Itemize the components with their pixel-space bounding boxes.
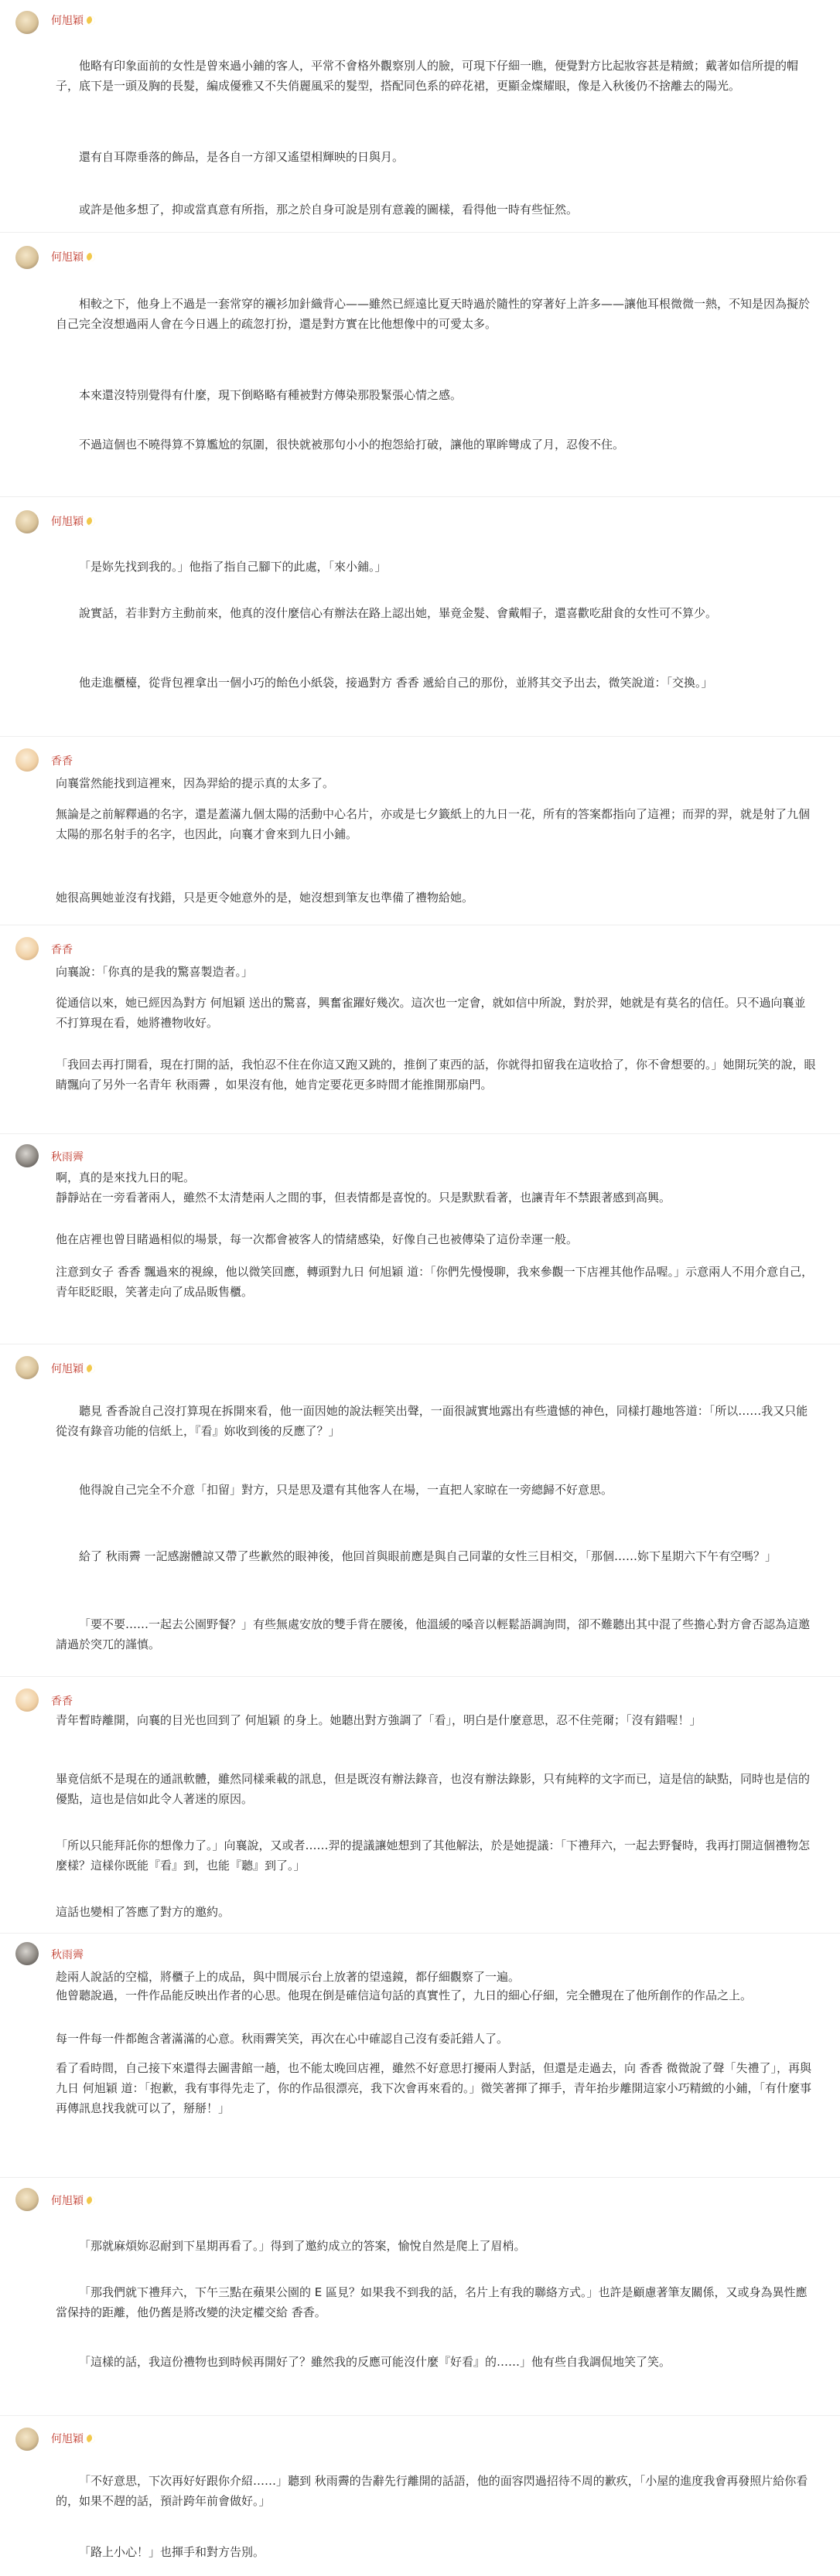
- avatar[interactable]: [15, 1144, 39, 1167]
- post-paragraph: 聽見 香香說自己沒打算現在拆開來看，他一面因她的說法輕笑出聲，一面很誠實地露出有些遺憾的神色，同樣打趣地答道：「所以……我又只能從沒有錄音功能的信紙上，『看』妳收到後的反應了？」: [56, 1404, 808, 1438]
- post-paragraph: 「這樣的話，我這份禮物也到時候再開好了？雖然我的反應可能沒什麼『好看』的……」他有些自我調侃地笑了笑。: [79, 2355, 671, 2369]
- avatar[interactable]: [15, 1942, 39, 1965]
- divider: [0, 232, 840, 233]
- avatar[interactable]: [15, 11, 39, 34]
- moon-icon: [87, 253, 95, 261]
- post-paragraph: 青年暫時離開，向襄的目光也回到了 何旭穎 的身上。她聽出對方強調了「看」，明白是什麼意思，忍不住莞爾；「沒有錯喔！」: [56, 1713, 702, 1727]
- post-paragraph: 「我回去再打開看，現在打開的話，我怕忍不住在你這又跑又跳的，推倒了東西的話，你就得扣留我在這收拾了，你不會想要的。」她開玩笑的說，眼睛飄向了另外一名青年 秋雨霽 ，如果沒有他，她肯定要花更多時間才能推開那扇門。: [56, 1058, 816, 1092]
- avatar[interactable]: [15, 2428, 39, 2451]
- post-paragraph: 還有自耳際垂落的飾品，是各自一方卻又遙望相輝映的日與月。: [79, 150, 405, 164]
- avatar[interactable]: [15, 510, 39, 533]
- post-paragraph: 向襄說：「你真的是我的驚喜製造者。」: [56, 965, 254, 979]
- post-paragraph: 畢竟信紙不是現在的通訊軟體，雖然同樣乘載的訊息，但是既沒有辦法錄音，也沒有辦法錄影，只有純粹的文字而已，這是信的缺點，同時也是信的優點，這也是信如此令人著迷的原因。: [56, 1772, 811, 1806]
- post-paragraph: 他曾聽說過，一件作品能反映出作者的心思。他現在倒是確信這句話的真實性了，九日的細心仔細，完全體現在了他所創作的作品之上。: [56, 1988, 753, 2002]
- avatar[interactable]: [15, 1688, 39, 1712]
- post-paragraph: 「是妳先找到我的。」他指了指自己腳下的此處，「來小鋪。」: [79, 560, 387, 574]
- divider: [0, 1676, 840, 1677]
- moon-icon: [87, 16, 95, 25]
- author-name[interactable]: 何旭穎: [51, 249, 95, 264]
- moon-icon: [87, 517, 95, 526]
- post-paragraph: 「要不要……一起去公園野餐？」有些無處安放的雙手背在腰後，他溫緩的嗓音以輕鬆語調詢問，卻不難聽出其中混了些擔心對方會否認為這邀請過於突兀的謹慎。: [56, 1617, 811, 1651]
- post-paragraph: 向襄當然能找到這裡來，因為羿給的提示真的太多了。: [56, 776, 335, 790]
- author-name[interactable]: 何旭穎: [51, 1361, 95, 1376]
- post-paragraph: 本來還沒特別覺得有什麼，現下倒略略有種被對方傳染那股緊張心情之感。: [79, 388, 463, 402]
- author-name[interactable]: 香香: [51, 755, 73, 768]
- post-paragraph: 從通信以來，她已經因為對方 何旭穎 送出的驚喜，興奮雀躍好幾次。這次也一定會，就如信中所說，對於羿，她就是有莫名的信任。只不過向襄並不打算現在看，她將禮物收好。: [56, 996, 806, 1030]
- post-paragraph: 說實話，若非對方主動前來，他真的沒什麼信心有辦法在路上認出她，畢竟金髮、會戴帽子，還喜歡吃甜食的女性可不算少。: [79, 606, 718, 620]
- post-paragraph: 看了看時間，自己接下來還得去圖書館一趟，也不能太晚回店裡，雖然不好意思打擾兩人對話，但還是走過去，向 香香 微微說了聲「失禮了」，再與九日 何旭穎 道：「抱歉，我有事得先走了，你的作品很漂亮，我下次會再來看的。」微笑著揮了揮手，青年抬步離開這家小巧精緻的小鋪，「有什麼事再傳訊息找我就可以了，掰掰！」: [56, 2061, 812, 2115]
- post-paragraph: 他略有印象面前的女性是曾來過小鋪的客人，平常不會格外觀察別人的臉，可現下仔細一瞧，便覺對方比起妝容甚是精緻；戴著如信所提的帽子，底下是一頭及胸的長髮，編成優雅又不失俏麗風采的髮型，搭配同色系的碎花裙，更顯金燦耀眼，像是入秋後仍不捨離去的陽光。: [56, 59, 799, 93]
- divider: [0, 1133, 840, 1134]
- moon-icon: [87, 2435, 95, 2443]
- moon-icon: [87, 1365, 95, 1373]
- author-name[interactable]: 何旭穎: [51, 2193, 95, 2208]
- post-paragraph: 他得說自己完全不介意「扣留」對方，只是思及還有其他客人在場，一直把人家晾在一旁總歸不好意思。: [79, 1483, 613, 1497]
- post-paragraph: 無論是之前解釋過的名字，還是蓋滿九個太陽的活動中心名片，亦或是七夕籤紙上的九日一花，所有的答案都指向了這裡；而羿的羿，就是射了九個太陽的那名射手的名字，也因此，向襄才會來到九日小鋪。: [56, 807, 811, 841]
- post-paragraph: 不過這個也不曉得算不算尷尬的氛圍，很快就被那句小小的抱怨給打破，讓他的單眸彎成了月，忍俊不住。: [79, 438, 625, 451]
- author-name[interactable]: 香香: [51, 944, 73, 956]
- avatar[interactable]: [15, 748, 39, 772]
- post-paragraph: 她很高興她並沒有找錯，只是更令她意外的是，她沒想到筆友也準備了禮物給她。: [56, 891, 474, 905]
- divider: [0, 736, 840, 737]
- post-paragraph: 趁兩人說話的空檔，將櫃子上的成品，與中間展示台上放著的望遠鏡，都仔細觀察了一遍。: [56, 1970, 521, 1984]
- avatar[interactable]: [15, 2188, 39, 2211]
- moon-icon: [87, 2196, 95, 2205]
- author-name[interactable]: 香香: [51, 1695, 73, 1708]
- avatar[interactable]: [15, 246, 39, 269]
- author-name[interactable]: 秋雨霽: [51, 1949, 84, 1961]
- post-paragraph: 「那我們就下禮拜六，下午三點在蘋果公園的 E 區見？如果我不到我的話，名片上有我的聯絡方式。」也許是顧慮著筆友關係，又或身為異性應當保持的距離，他仍舊是將改變的決定權交給 香香。: [56, 2285, 808, 2319]
- avatar[interactable]: [15, 937, 39, 960]
- post-paragraph: 他走進櫃檯，從背包裡拿出一個小巧的飴色小紙袋，接過對方 香香 遞給自己的那份，並將其交予出去，微笑說道：「交換。」: [79, 676, 713, 690]
- post-paragraph: 注意到女子 香香 飄過來的視線，他以微笑回應，轉頭對九日 何旭穎 道：「你們先慢慢聊，我來參觀一下店裡其他作品喔。」示意兩人不用介意自己，青年眨眨眼，笑著走向了成品販售櫃。: [56, 1265, 814, 1299]
- divider: [0, 2177, 840, 2178]
- post-paragraph: 這話也變相了答應了對方的邀約。: [56, 1905, 230, 1919]
- divider: [0, 496, 840, 497]
- post-paragraph: 啊，真的是來找九日的呢。: [56, 1170, 196, 1184]
- post-paragraph: 相較之下，他身上不過是一套常穿的襯衫加針織背心——雖然已經遠比夏天時過於隨性的穿著好上許多——讓他耳根微微一熱，不知是因為擬於自己完全沒想過兩人會在今日遇上的疏忽打扮，還是對方實在比他想像中的可愛太多。: [56, 297, 811, 331]
- author-name[interactable]: 何旭穎: [51, 513, 95, 529]
- post-paragraph: 「所以只能拜託你的想像力了。」向襄說，又或者……羿的提議讓她想到了其他解法，於是她提議：「下禮拜六，一起去野餐時，我再打開這個禮物怎麼樣？這樣你既能『看』到，也能『聽』到了。」: [56, 1838, 811, 1872]
- post-paragraph: 給了 秋雨霽 一記感謝體諒又帶了些歉然的眼神後，他回首與眼前應是與自己同輩的女性三目相交，「那個……妳下星期六下午有空嗎？」: [79, 1549, 777, 1563]
- author-name[interactable]: 何旭穎: [51, 2431, 95, 2446]
- post-paragraph: 靜靜站在一旁看著兩人，雖然不太清楚兩人之間的事，但表情都是喜悅的。只是默默看著，也讓青年不禁跟著感到高興。: [56, 1191, 671, 1205]
- post-paragraph: 「不好意思，下次再好好跟你介紹……」聽到 秋雨霽的告辭先行離開的話語，他的面容閃過招待不周的歉疚，「小屋的進度我會再發照片給你看的，如果不趕的話，預計跨年前會做好。」: [56, 2474, 808, 2508]
- post-paragraph: 或許是他多想了，抑或當真意有所指，那之於自身可說是別有意義的圖樣，看得他一時有些怔然。: [79, 203, 579, 216]
- divider: [0, 2415, 840, 2416]
- avatar[interactable]: [15, 1356, 39, 1379]
- author-name[interactable]: 秋雨霽: [51, 1151, 84, 1164]
- post-paragraph: 「路上小心！」也揮手和對方告別。: [79, 2545, 265, 2559]
- post-paragraph: 每一件每一件都飽含著滿滿的心意。秋雨霽笑笑，再次在心中確認自己沒有委託錯人了。: [56, 2032, 509, 2046]
- author-name[interactable]: 何旭穎: [51, 12, 95, 28]
- divider: [0, 1933, 840, 1934]
- post-paragraph: 他在店裡也曾目睹過相似的場景，每一次都會被客人的情緒感染，好像自己也被傳染了這份幸運一般。: [56, 1232, 579, 1246]
- post-paragraph: 「那就麻煩妳忍耐到下星期再看了。」得到了邀約成立的答案，愉悅自然是爬上了眉梢。: [79, 2239, 526, 2253]
